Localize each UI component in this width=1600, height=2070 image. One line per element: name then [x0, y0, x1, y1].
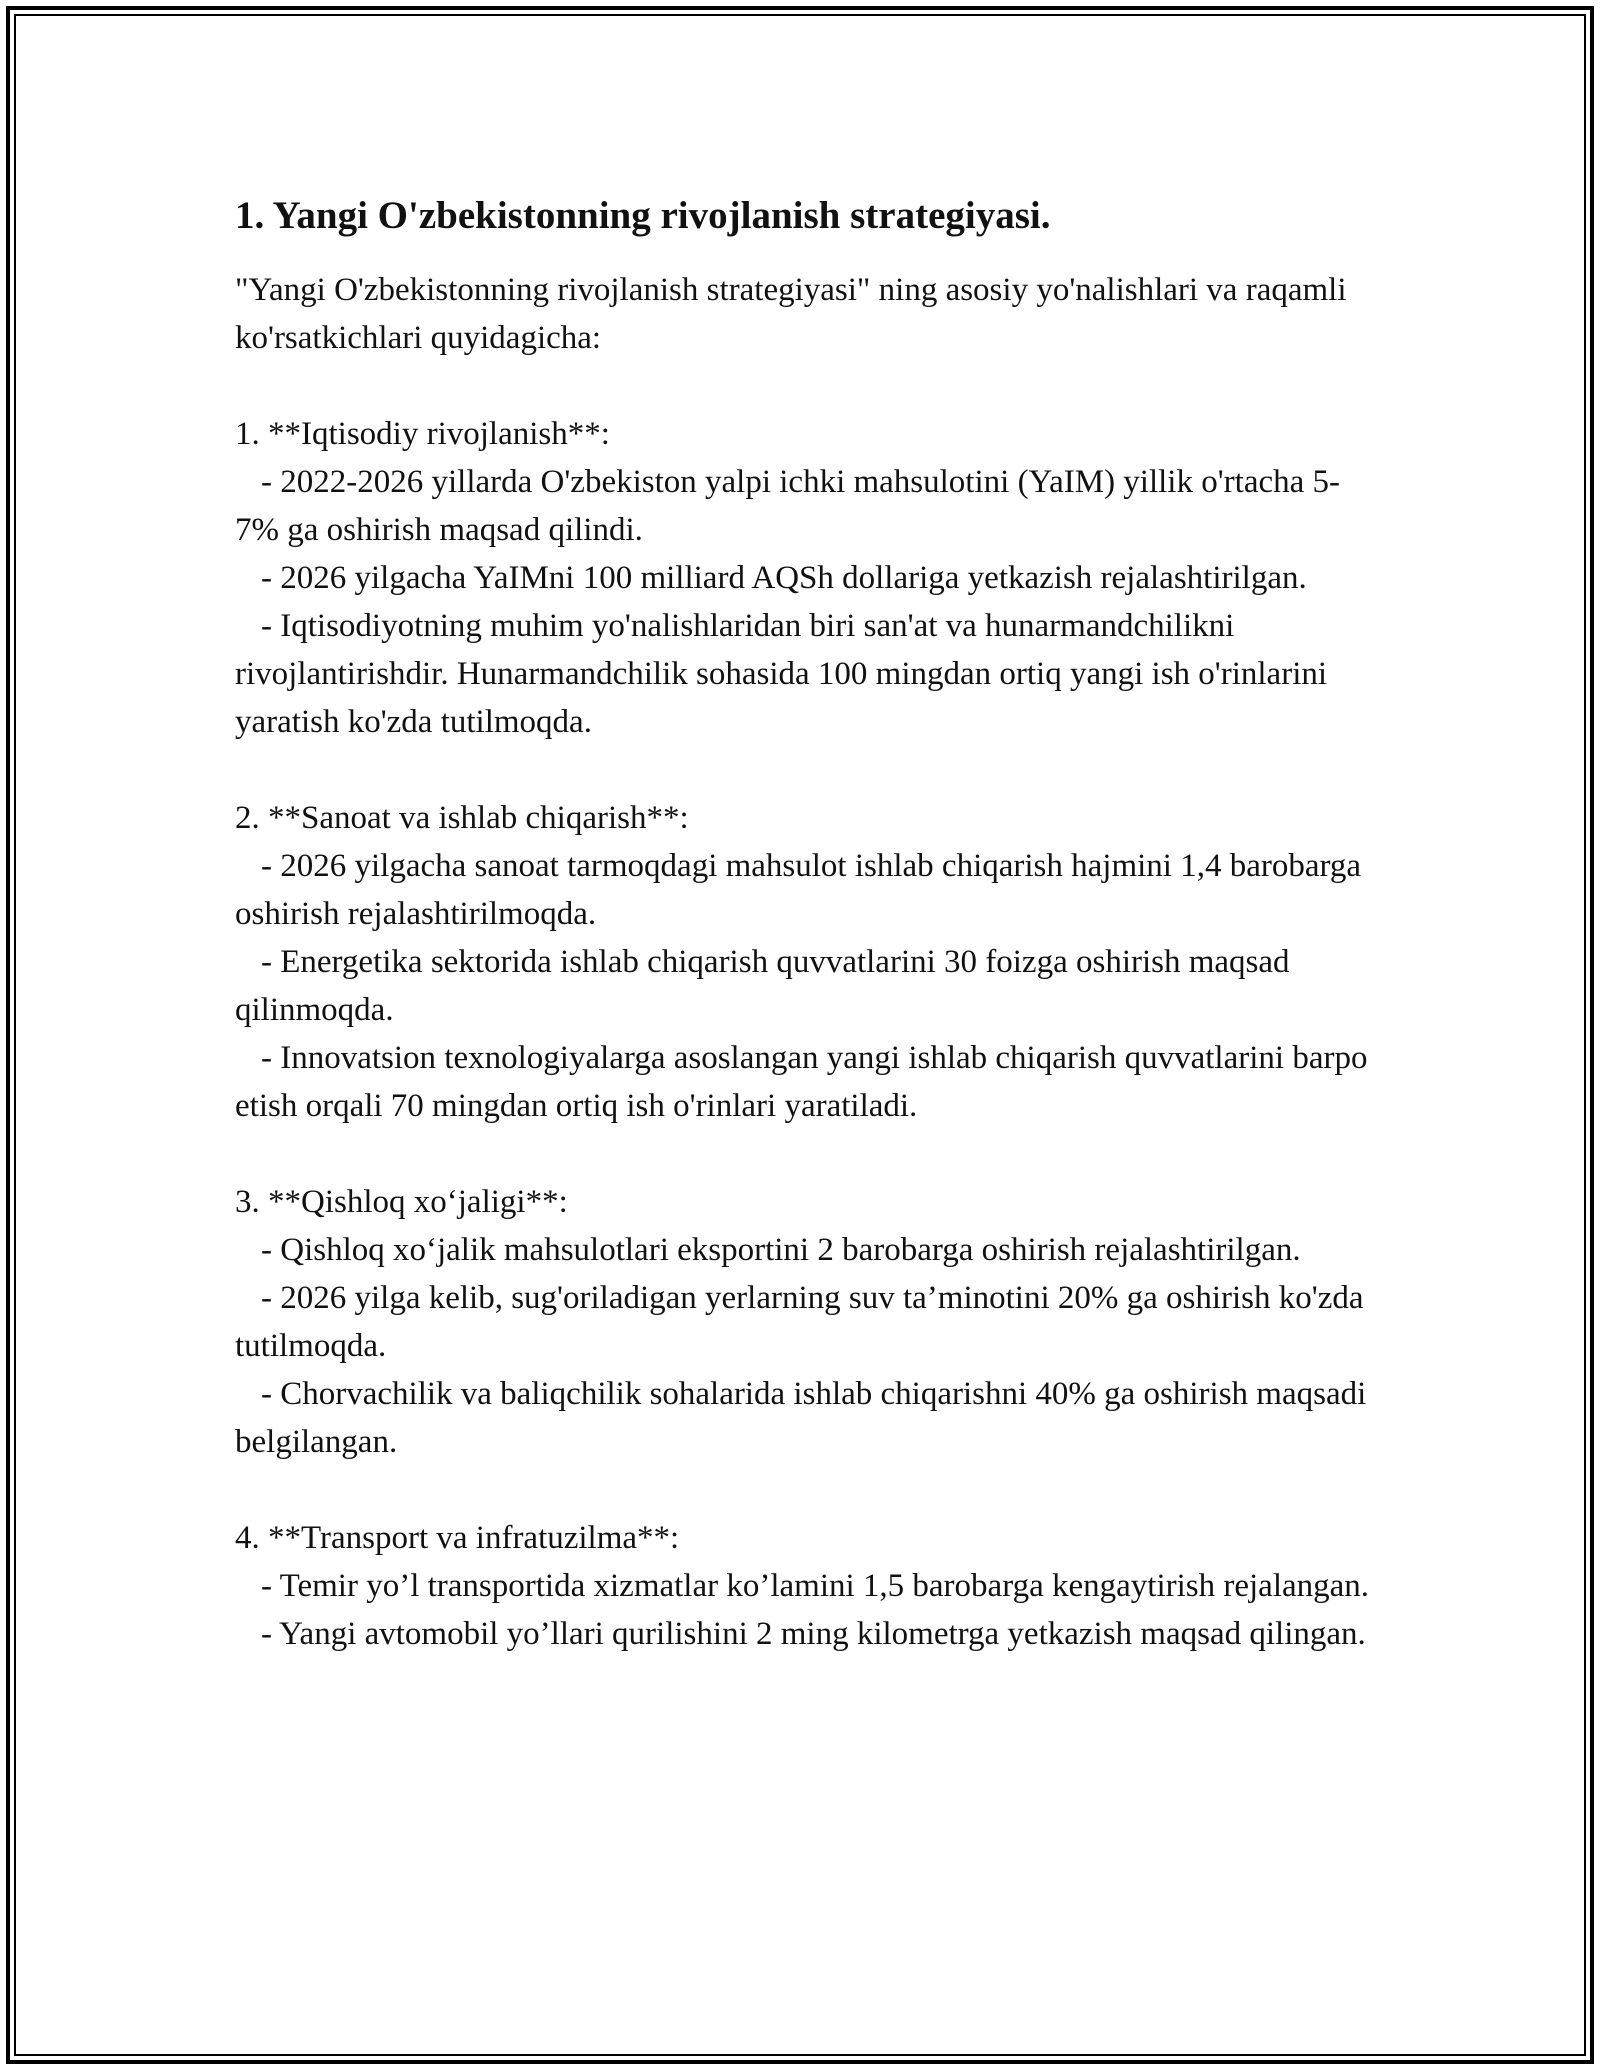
list-item: - 2026 yilgacha YaIMni 100 milliard AQSh dollariga yetkazish rejalashtirilgan.	[261, 560, 1307, 596]
list-item: - Iqtisodiyotning muhim yo'nalishlaridan biri san'at va hunarmandchilikni rivojlantirishdir. Hunarmandchilik sohasida 100 mingdan ortiq yangi ish o'rinlarini yaratish ko'zda tutilmoqda.	[235, 608, 1328, 740]
list-item: - Innovatsion texnologiyalarga asoslangan yangi ishlab chiqarish quvvatlarini barpo etish orqali 70 mingdan ortiq ish o'rinlari yaratiladi.	[235, 1040, 1368, 1124]
section-title: 3. **Qishloq xo‘jaligi**:	[235, 1184, 568, 1220]
list-item: - Chorvachilik va baliqchilik sohalarida ishlab chiqarishni 40% ga oshirish maqsadi belgilangan.	[235, 1376, 1367, 1460]
document-heading: 1. Yangi O'zbekistonning rivojlanish strategiyasi.	[235, 194, 1051, 237]
list-item: - 2022-2026 yillarda O'zbekiston yalpi ichki mahsulotini (YaIM) yillik o'rtacha 5-7% ga oshirish maqsad qilindi.	[235, 464, 1341, 548]
section-transport-infrastructure	[235, 1514, 1375, 1658]
document-body	[235, 188, 1375, 1658]
list-item: - Qishloq xo‘jalik mahsulotlari eksportini 2 barobarga oshirish rejalashtirilgan.	[261, 1232, 1301, 1268]
section-economic-development	[235, 410, 1375, 746]
section-title: 2. **Sanoat va ishlab chiqarish**:	[235, 800, 689, 836]
intro-paragraph: "Yangi O'zbekistonning rivojlanish strategiyasi" ning asosiy yo'nalishlari va raqamli ko'rsatkichlari quyidagicha:	[235, 272, 1347, 356]
list-item: - Yangi avtomobil yo’llari qurilishini 2 ming kilometrga yetkazish maqsad qilingan.	[261, 1616, 1366, 1652]
section-agriculture	[235, 1178, 1375, 1466]
list-item: - 2026 yilga kelib, sug'oriladigan yerlarning suv ta’minotini 20% ga oshirish ko'zda tutilmoqda.	[235, 1280, 1364, 1364]
section-industry-production	[235, 794, 1375, 1130]
list-item: - Energetika sektorida ishlab chiqarish quvvatlarini 30 foizga oshirish maqsad qilinmoqda.	[235, 944, 1290, 1028]
section-title: 4. **Transport va infratuzilma**:	[235, 1520, 680, 1556]
section-title: 1. **Iqtisodiy rivojlanish**:	[235, 416, 610, 452]
list-item: - 2026 yilgacha sanoat tarmoqdagi mahsulot ishlab chiqarish hajmini 1,4 barobarga oshirish rejalashtirilmoqda.	[235, 848, 1362, 932]
list-item: - Temir yo’l transportida xizmatlar ko’lamini 1,5 barobarga kengaytirish rejalangan.	[261, 1568, 1370, 1604]
